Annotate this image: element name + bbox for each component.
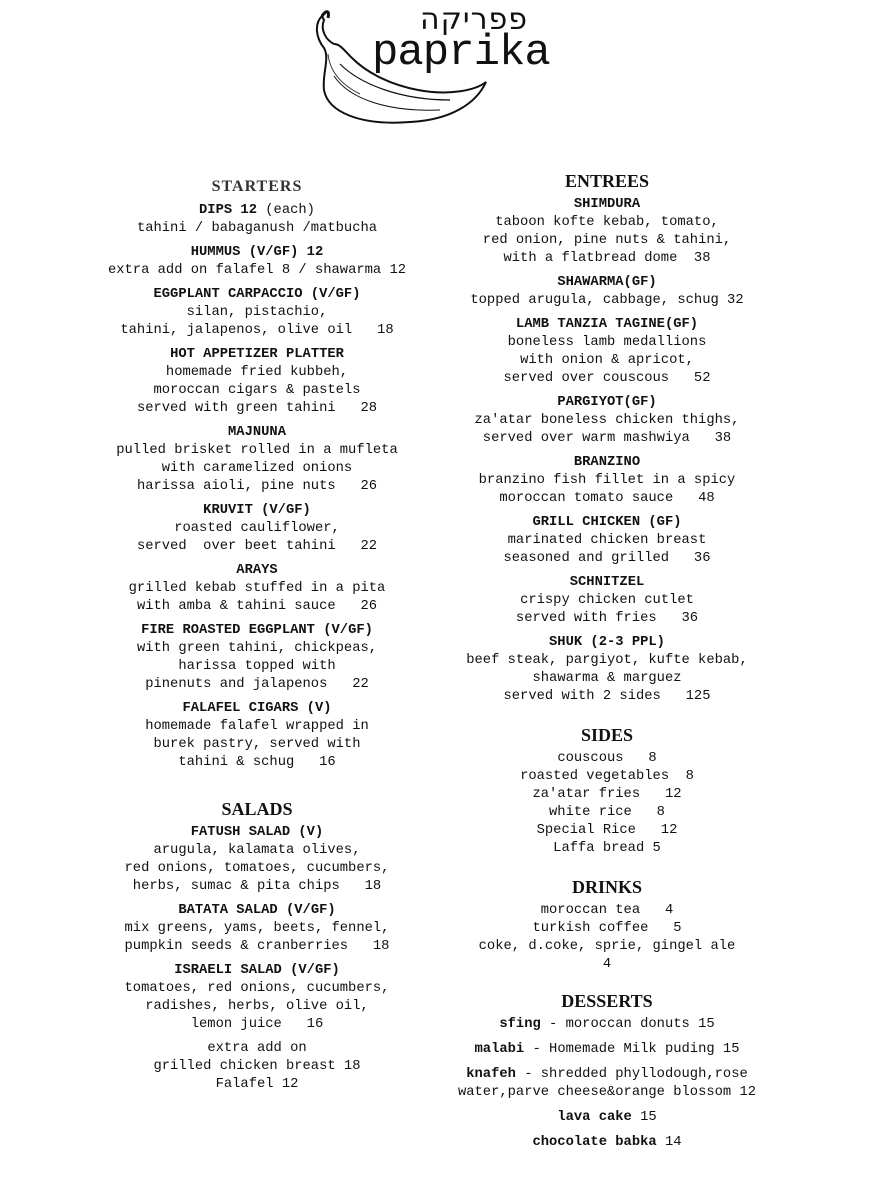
- item-name: [87, 424, 427, 442]
- item-name-suffix: (each): [257, 203, 315, 218]
- item-name: [437, 394, 777, 412]
- right-column: [437, 170, 777, 1159]
- left-column: [87, 176, 427, 1100]
- menu-item: [87, 286, 427, 340]
- item-line: homemade fried kubbeh,: [165, 365, 349, 380]
- item-line: seasoned and grilled 36: [503, 551, 711, 566]
- item-name: [87, 202, 427, 220]
- menu-section-starters: [87, 176, 427, 772]
- menu-item: [437, 1041, 777, 1059]
- item-line: homemade falafel wrapped in: [145, 719, 369, 734]
- menu-item: [437, 1016, 777, 1034]
- item-line: with amba & tahini sauce 26: [136, 599, 378, 614]
- item-name-text: BATATA SALAD (V/GF): [178, 903, 336, 918]
- item-name: [87, 824, 427, 842]
- item-line: za'atar fries 12: [532, 787, 682, 802]
- menu-item: [437, 574, 777, 628]
- item-line: couscous 8: [557, 751, 657, 766]
- item-line: beef steak, pargiyot, kufte kebab,: [466, 653, 748, 668]
- menu-item: [87, 346, 427, 418]
- item-line: served over couscous 52: [503, 371, 711, 386]
- section-title: DESSERTS: [561, 991, 653, 1011]
- item-name: [87, 962, 427, 980]
- menu-item: [87, 962, 427, 1034]
- dessert-name: lava cake: [557, 1110, 632, 1125]
- item-name-text: BRANZINO: [573, 455, 641, 470]
- dessert-name: malabi: [474, 1042, 525, 1057]
- item-name: [87, 700, 427, 718]
- item-name: [87, 346, 427, 364]
- menu-item: [87, 700, 427, 772]
- menu-item: [437, 454, 777, 508]
- item-line: moroccan cigars & pastels: [153, 383, 361, 398]
- menu-item: [87, 202, 427, 238]
- dessert-description: - Homemade Milk puding 15: [524, 1042, 740, 1057]
- item-line: served with fries 36: [515, 611, 699, 626]
- item-line: red onion, pine nuts & tahini,: [482, 233, 732, 248]
- item-name-text: DIPS 12: [199, 203, 257, 218]
- section-title: SIDES: [580, 725, 634, 745]
- item-line: roasted vegetables 8: [520, 769, 694, 784]
- item-name: [437, 634, 777, 652]
- item-name-text: SHAWARMA(GF): [557, 275, 657, 290]
- menu-item: [437, 316, 777, 388]
- item-name: [87, 286, 427, 304]
- item-name-text: SCHNITZEL: [569, 575, 645, 590]
- item-line: pulled brisket rolled in a mufleta: [116, 443, 398, 458]
- item-line: extra add on falafel 8 / shawarma 12: [107, 263, 407, 278]
- item-line: lemon juice 16: [190, 1017, 324, 1032]
- menu-item: [87, 244, 427, 280]
- item-line: grilled kebab stuffed in a pita: [128, 581, 386, 596]
- item-name-text: HOT APPETIZER PLATTER: [170, 347, 344, 362]
- item-name-text: HUMMUS (V/GF) 12: [190, 245, 324, 260]
- item-line: branzino fish fillet in a spicy: [478, 473, 736, 488]
- brand-hebrew: פפריקה: [420, 2, 528, 37]
- item-name: [87, 244, 427, 262]
- item-line: served over warm mashwiya 38: [482, 431, 732, 446]
- item-line: tahini / babaganush /matbucha: [136, 221, 378, 236]
- item-name: [87, 502, 427, 520]
- item-name-text: LAMB TANZIA TAGINE(GF): [515, 317, 699, 332]
- item-name-text: FALAFEL CIGARS (V): [182, 701, 332, 716]
- menu-item: [437, 394, 777, 448]
- item-line: 4: [602, 957, 612, 972]
- item-name-text: SHIMDURA: [573, 197, 641, 212]
- item-line: arugula, kalamata olives,: [153, 843, 361, 858]
- menu-item: [437, 1109, 777, 1127]
- dessert-description: 15: [631, 1110, 657, 1125]
- item-line: moroccan tomato sauce 48: [499, 491, 715, 506]
- menu-section-desserts: [437, 990, 777, 1152]
- menu-item: [87, 824, 427, 896]
- menu-item: [437, 1066, 777, 1102]
- item-name-text: PARGIYOT(GF): [557, 395, 657, 410]
- menu-section-drinks: [437, 876, 777, 974]
- dessert-description: 14: [656, 1135, 682, 1150]
- item-line: with a flatbread dome 38: [503, 251, 711, 266]
- item-line: Laffa bread 5: [553, 841, 661, 856]
- item-name-text: ISRAELI SALAD (V/GF): [174, 963, 340, 978]
- item-line: Special Rice 12: [536, 823, 678, 838]
- menu-item: [437, 1134, 777, 1152]
- item-line: herbs, sumac & pita chips 18: [132, 879, 382, 894]
- item-name-text: MAJNUNA: [228, 425, 286, 440]
- item-line: silan, pistachio,: [186, 305, 328, 320]
- menu-item: [437, 750, 777, 858]
- menu-item: [87, 902, 427, 956]
- item-name-text: KRUVIT (V/GF): [203, 503, 311, 518]
- item-line: burek pastry, served with: [153, 737, 361, 752]
- brand-name: paprika: [372, 28, 550, 78]
- menu-item: [87, 622, 427, 694]
- dessert-description: - shredded phyllodough,rose water,parve cheese&orange blossom 12: [457, 1067, 757, 1100]
- item-line: crispy chicken cutlet: [520, 593, 694, 608]
- item-line: moroccan tea 4: [540, 903, 674, 918]
- menu-item: [437, 514, 777, 568]
- item-line: pumpkin seeds & cranberries 18: [124, 939, 390, 954]
- item-line: grilled chicken breast 18: [153, 1059, 361, 1074]
- item-line: Falafel 12: [215, 1077, 299, 1092]
- item-name: [437, 196, 777, 214]
- menu-section-entrees: [437, 170, 777, 706]
- item-line: mix greens, yams, beets, fennel,: [124, 921, 390, 936]
- item-line: radishes, herbs, olive oil,: [145, 999, 369, 1014]
- menu-item: [87, 502, 427, 556]
- item-line: marinated chicken breast: [507, 533, 707, 548]
- item-name: [87, 902, 427, 920]
- item-line: served over beet tahini 22: [136, 539, 378, 554]
- item-line: shawarma & marguez: [532, 671, 682, 686]
- menu-item: [437, 634, 777, 706]
- item-line: coke, d.coke, sprie, gingel ale: [478, 939, 736, 954]
- item-line: topped arugula, cabbage, schug 32: [470, 293, 744, 308]
- item-line: tomatoes, red onions, cucumbers,: [124, 981, 390, 996]
- item-line: white rice 8: [549, 805, 665, 820]
- item-name: [437, 274, 777, 292]
- item-line: with green tahini, chickpeas,: [136, 641, 378, 656]
- menu-item: [87, 562, 427, 616]
- item-name: [437, 316, 777, 334]
- item-line: harissa aioli, pine nuts 26: [136, 479, 378, 494]
- section-title: DRINKS: [571, 877, 642, 897]
- item-line: turkish coffee 5: [532, 921, 682, 936]
- item-name-text: FIRE ROASTED EGGPLANT (V/GF): [141, 623, 373, 638]
- menu-item: [87, 1040, 427, 1094]
- item-name-text: ARAYS: [236, 563, 278, 578]
- menu-item: [437, 196, 777, 268]
- item-name-text: GRILL CHICKEN (GF): [532, 515, 682, 530]
- dessert-name: chocolate babka: [532, 1135, 657, 1150]
- item-line: red onions, tomatoes, cucumbers,: [124, 861, 390, 876]
- item-line: extra add on: [207, 1041, 307, 1056]
- dessert-name: knafeh: [466, 1067, 516, 1082]
- section-title: ENTREES: [564, 171, 650, 191]
- section-title: STARTERS: [211, 178, 303, 195]
- item-name-text: EGGPLANT CARPACCIO (V/GF): [153, 287, 361, 302]
- item-line: tahini & schug 16: [178, 755, 336, 770]
- item-name: [437, 454, 777, 472]
- item-line: roasted cauliflower,: [174, 521, 340, 536]
- dessert-name: sfing: [499, 1017, 541, 1032]
- item-line: with caramelized onions: [161, 461, 353, 476]
- item-name: [437, 574, 777, 592]
- item-line: with onion & apricot,: [520, 353, 694, 368]
- item-line: tahini, jalapenos, olive oil 18: [120, 323, 394, 338]
- item-line: served with 2 sides 125: [503, 689, 711, 704]
- menu-item: [87, 424, 427, 496]
- section-title: SALADS: [221, 799, 293, 819]
- item-name: [437, 514, 777, 532]
- item-line: za'atar boneless chicken thighs,: [474, 413, 740, 428]
- dessert-description: - moroccan donuts 15: [540, 1017, 715, 1032]
- item-name: [87, 622, 427, 640]
- menu-item: [437, 902, 777, 974]
- item-name-text: FATUSH SALAD (V): [190, 825, 324, 840]
- item-line: taboon kofte kebab, tomato,: [495, 215, 719, 230]
- menu-item: [437, 274, 777, 310]
- item-line: boneless lamb medallions: [507, 335, 707, 350]
- menu-section-salads: [87, 798, 427, 1094]
- item-name: [87, 562, 427, 580]
- item-line: harissa topped with: [178, 659, 336, 674]
- item-name-text: SHUK (2-3 PPL): [549, 635, 665, 650]
- menu-section-sides: [437, 724, 777, 858]
- item-line: pinenuts and jalapenos 22: [145, 677, 369, 692]
- item-line: served with green tahini 28: [136, 401, 378, 416]
